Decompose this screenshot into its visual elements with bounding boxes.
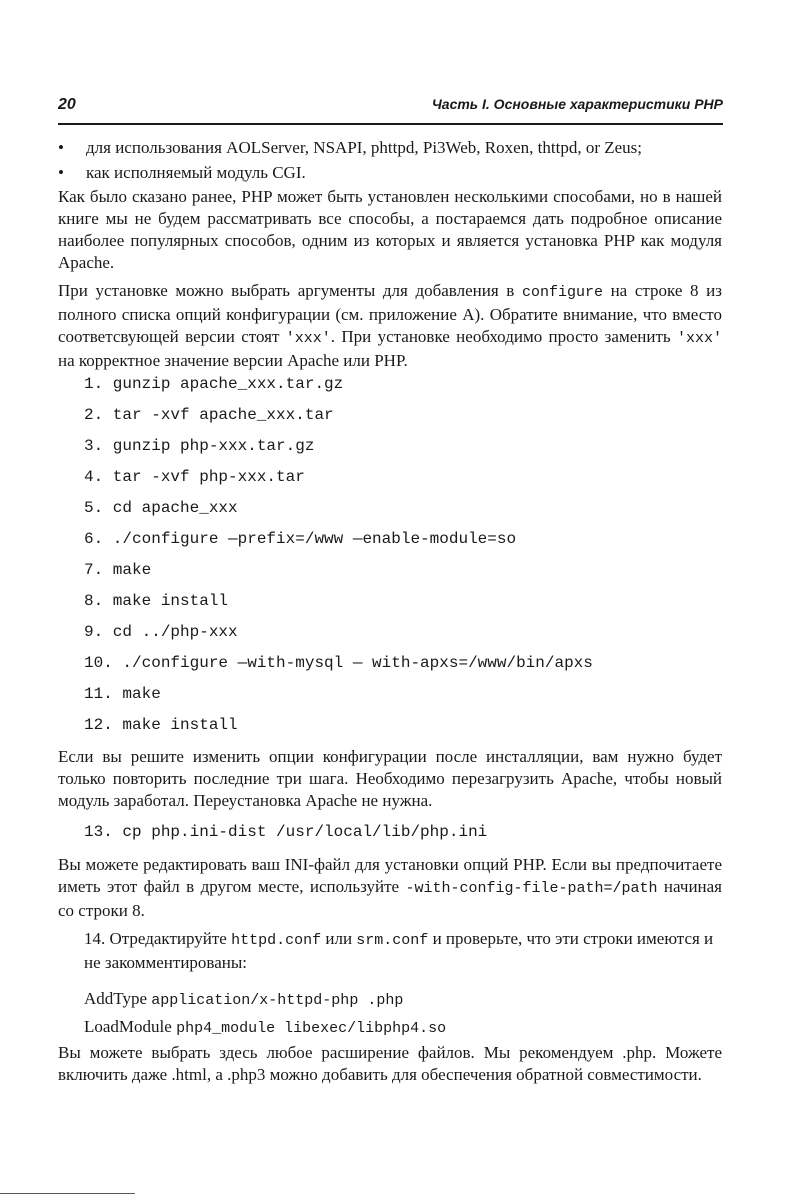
bullet-dot-icon: • (58, 163, 64, 182)
paragraph-reconfigure: Если вы решите изменить опции конфигурации после инсталляции, вам нужно будет только повторить последние три шага. Необходимо перезагрузить Apache, чтобы новый модуль заработал. Переустановка Apache не нужна. (58, 747, 722, 810)
text-fragment: Вы можете редактировать ваш INI-файл для установки опций PHP. Если вы предпочитаете иметь этот файл в другом месте, используйте (58, 855, 722, 896)
config-directive-line (84, 1014, 446, 1042)
bullet-dot-icon: • (58, 138, 64, 157)
config-directive-line (84, 986, 446, 1014)
page-header (58, 96, 723, 118)
running-title: Часть I. Основные характеристики PHP (431, 96, 723, 112)
bullet-text: как исполняемый модуль CGI. (86, 163, 306, 182)
install-step: 10. ./configure —with-mysql — with-apxs=/www/bin/apxs (84, 654, 593, 672)
install-steps-list (84, 372, 724, 744)
bullet-item (58, 135, 728, 160)
footer-rule (0, 1193, 135, 1194)
paragraph-configure-args (58, 280, 722, 372)
paragraph-ini-file (58, 854, 722, 922)
directive-keyword: AddType (84, 989, 148, 1008)
text-fragment: на строке 8 из полного списка опций конфигурации (см. приложение А). Обратите внимание, что вместо соответсвующей версии стоят (58, 281, 722, 346)
inline-code: -with-config-file-path=/path (405, 880, 658, 897)
inline-code: configure (521, 284, 603, 301)
directive-value: application/x-httpd-php .php (151, 992, 404, 1009)
bullet-item (58, 160, 728, 185)
install-step: 6. ./configure —prefix=/www —enable-module=so (84, 530, 517, 548)
install-step: 7. make (84, 561, 152, 579)
bullet-list (58, 135, 728, 185)
install-step: 2. tar -xvf apache_xxx.tar (84, 406, 334, 424)
text-fragment: При установке можно выбрать аргументы для добавления в (58, 281, 522, 300)
header-rule (58, 123, 723, 125)
page-number: 20 (58, 96, 76, 113)
install-step: 9. cd ../php-xxx (84, 623, 238, 641)
install-step: 8. make install (84, 592, 229, 610)
inline-code: srm.conf (356, 932, 429, 949)
install-step: 5. cd apache_xxx (84, 499, 238, 517)
install-step: 4. tar -xvf php-xxx.tar (84, 468, 305, 486)
text-fragment: на корректное значение версии Apache или PHP. (58, 351, 408, 370)
text-fragment: начиная со строки 8. (58, 877, 723, 920)
text-fragment: . При установке необходимо просто заменить (330, 327, 677, 346)
inline-code: 'xxx' (676, 330, 722, 347)
inline-code: 'xxx' (285, 330, 331, 347)
install-step-13: 13. cp php.ini-dist /usr/local/lib/php.ini (84, 823, 488, 841)
install-step: 11. make (84, 685, 161, 703)
install-step-14 (84, 928, 724, 974)
text-fragment: 14. Отредактируйте (84, 929, 232, 948)
paragraph-install-methods: Как было сказано ранее, PHP может быть установлен несколькими способами, но в нашей книге мы не будем рассматривать все способы, а постараемся дать подробное описание наиболее популярных способов, одним из которых и является установка PHP как модуля Apache. (58, 187, 722, 272)
inline-code: httpd.conf (231, 932, 322, 949)
text-fragment: или (321, 929, 357, 948)
install-step: 1. gunzip apache_xxx.tar.gz (84, 375, 344, 393)
bullet-text: для использования AOLServer, NSAPI, phttpd, Pi3Web, Roxen, thttpd, or Zeus; (86, 138, 643, 157)
directive-keyword: LoadModule (84, 1017, 172, 1036)
paragraph-extensions: Вы можете выбрать здесь любое расширение файлов. Мы рекомендуем .php. Можете включить даже .html, а .php3 можно добавить для обеспечения обратной совместимости. (58, 1043, 722, 1084)
text-fragment: и проверьте, что эти строки имеются и не закомментированы: (84, 929, 714, 972)
directive-value: php4_module libexec/libphp4.so (176, 1020, 447, 1037)
install-step: 3. gunzip php-xxx.tar.gz (84, 437, 315, 455)
install-step: 12. make install (84, 716, 238, 734)
config-directives (84, 986, 446, 1042)
